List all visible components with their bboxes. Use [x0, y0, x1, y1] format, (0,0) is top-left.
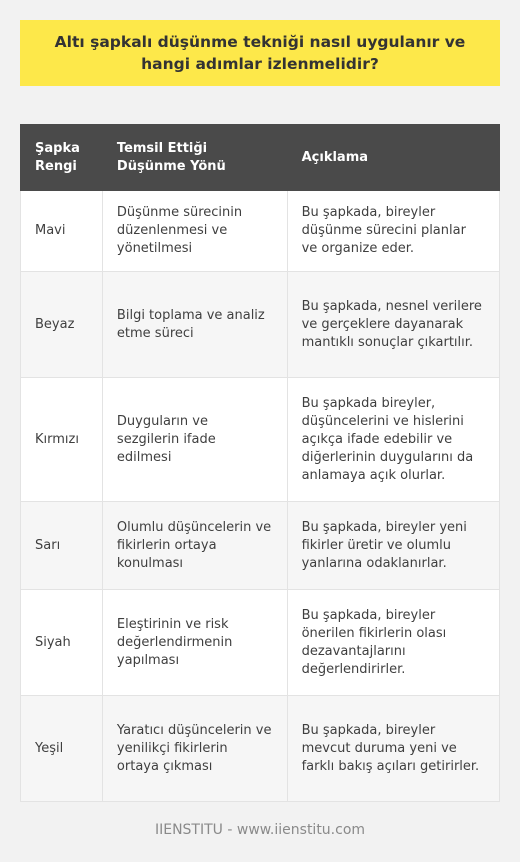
table-row: [21, 696, 500, 802]
title-banner: [20, 20, 500, 86]
cell-thinking-direction: Düşünme sürecinin düzenlenmesi ve yönetilmesi: [102, 191, 287, 272]
cell-hat-color: Kırmızı: [21, 378, 103, 502]
table-row: [21, 378, 500, 502]
cell-description: Bu şapkada, bireyler düşünme sürecini planlar ve organize eder.: [287, 191, 499, 272]
header-thinking-direction: Temsil Ettiği Düşünme Yönü: [102, 125, 287, 191]
header-hat-color: Şapka Rengi: [21, 125, 103, 191]
cell-description: Bu şapkada, nesnel verilere ve gerçeklere dayanarak mantıklı sonuçlar çıkartılır.: [287, 272, 499, 378]
table-row: [21, 272, 500, 378]
cell-thinking-direction: Eleştirinin ve risk değerlendirmenin yapılması: [102, 590, 287, 696]
table-row: [21, 191, 500, 272]
header-description: Açıklama: [287, 125, 499, 191]
table-row: [21, 590, 500, 696]
cell-description: Bu şapkada, bireyler önerilen fikirlerin olası dezavantajlarını değerlendirirler.: [287, 590, 499, 696]
footer-credit: IIENSTITU - www.iienstitu.com: [154, 822, 366, 838]
table-row: [21, 502, 500, 590]
cell-thinking-direction: Duyguların ve sezgilerin ifade edilmesi: [102, 378, 287, 502]
hats-table: [20, 124, 500, 802]
cell-hat-color: Mavi: [21, 191, 103, 272]
cell-description: Bu şapkada bireyler, düşüncelerini ve hislerini açıkça ifade edebilir ve diğerlerinin duygularını da anlamaya açık olurlar.: [287, 378, 499, 502]
cell-thinking-direction: Bilgi toplama ve analiz etme süreci: [102, 272, 287, 378]
cell-thinking-direction: Yaratıcı düşüncelerin ve yenilikçi fikirlerin ortaya çıkması: [102, 696, 287, 802]
cell-hat-color: Siyah: [21, 590, 103, 696]
cell-hat-color: Sarı: [21, 502, 103, 590]
cell-thinking-direction: Olumlu düşüncelerin ve fikirlerin ortaya konulması: [102, 502, 287, 590]
cell-hat-color: Beyaz: [21, 272, 103, 378]
cell-description: Bu şapkada, bireyler yeni fikirler üretir ve olumlu yanlarına odaklanırlar.: [287, 502, 499, 590]
table-header-row: [21, 125, 500, 191]
cell-description: Bu şapkada, bireyler mevcut duruma yeni ve farklı bakış açıları getirirler.: [287, 696, 499, 802]
cell-hat-color: Yeşil: [21, 696, 103, 802]
page-title: Altı şapkalı düşünme tekniği nasıl uygulanır ve hangi adımlar izlenmelidir?: [54, 33, 466, 73]
